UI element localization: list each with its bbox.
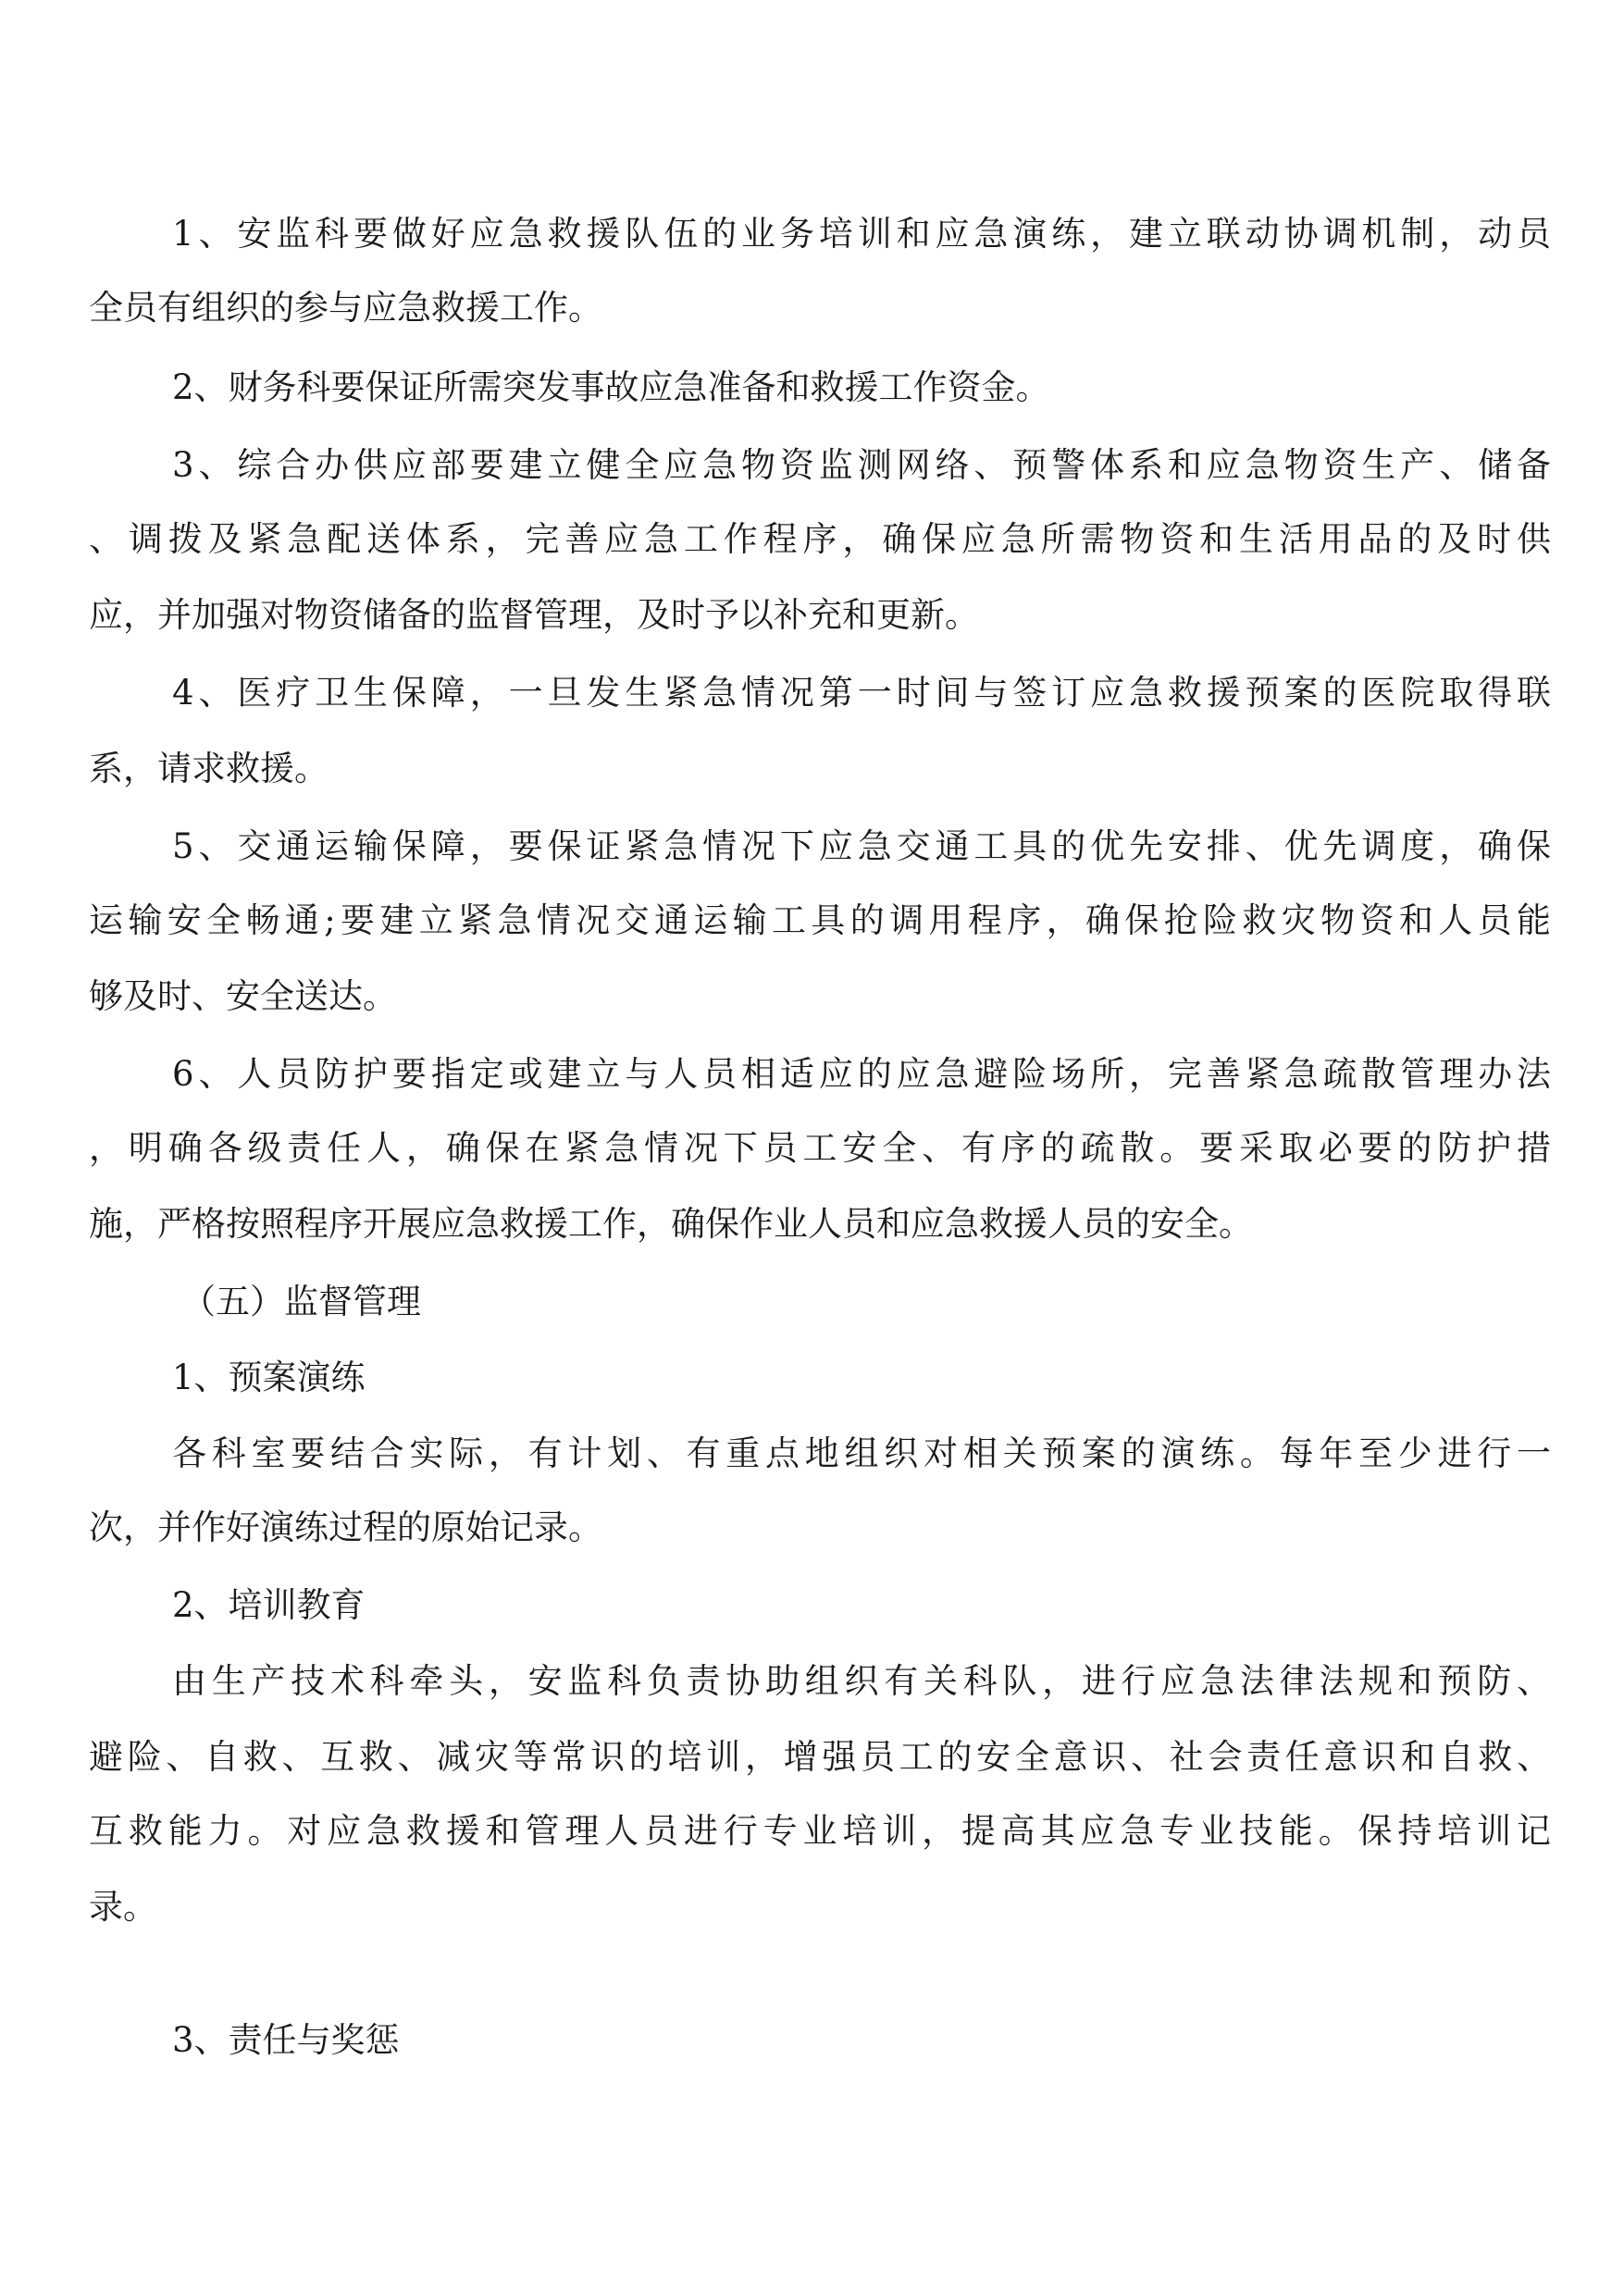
paragraph-line: 各科室要结合实际，有计划、有重点地组织对相关预案的演练。每年至少进行一 xyxy=(172,1433,1551,1473)
paragraph-line: 够及时、安全送达。 xyxy=(89,976,397,1016)
paragraph-line: 3、综合办供应部要建立健全应急物资监测网络、预警体系和应急物资生产、储备 xyxy=(172,445,1551,485)
paragraph-line: 录。 xyxy=(89,1887,157,1927)
paragraph-line: 全员有组织的参与应急救援工作。 xyxy=(89,288,602,328)
paragraph-line: ，明确各级责任人，确保在紧急情况下员工安全、有序的疏散。要采取必要的防护措 xyxy=(89,1128,1551,1168)
paragraph-line: 次，并作好演练过程的原始记录。 xyxy=(89,1507,602,1547)
subsection-heading: 2、培训教育 xyxy=(172,1585,366,1625)
paragraph-line: 4、医疗卫生保障，一旦发生紧急情况第一时间与签订应急救援预案的医院取得联 xyxy=(172,673,1551,713)
paragraph-line: 1、安监科要做好应急救援队伍的业务培训和应急演练，建立联动协调机制，动员 xyxy=(172,214,1551,254)
section-heading: （五）监督管理 xyxy=(181,1282,421,1321)
paragraph-line: 系，请求救援。 xyxy=(89,749,329,788)
subsection-heading: 3、责任与奖惩 xyxy=(172,2020,400,2060)
paragraph-line: 避险、自救、互救、减灾等常识的培训，增强员工的安全意识、社会责任意识和自救、 xyxy=(89,1737,1551,1777)
subsection-heading: 1、预案演练 xyxy=(172,1358,366,1397)
paragraph-line: 5、交通运输保障，要保证紧急情况下应急交通工具的优先安排、优先调度，确保 xyxy=(172,826,1551,866)
paragraph-line: 互救能力。对应急救援和管理人员进行专业培训，提高其应急专业技能。保持培训记 xyxy=(89,1811,1551,1851)
paragraph-line: 应，并加强对物资储备的监督管理，及时予以补充和更新。 xyxy=(89,595,979,635)
paragraph-line: 、调拨及紧急配送体系，完善应急工作程序，确保应急所需物资和生活用品的及时供 xyxy=(89,519,1551,559)
paragraph-line: 由生产技术科牵头，安监科负责协助组织有关科队，进行应急法律法规和预防、 xyxy=(172,1661,1551,1701)
paragraph-line: 施，严格按照程序开展应急救援工作，确保作业人员和应急救援人员的安全。 xyxy=(89,1204,1253,1244)
paragraph-line: 2、财务科要保证所需突发事故应急准备和救援工作资金。 xyxy=(172,367,1050,407)
paragraph-line: 运输安全畅通;要建立紧急情况交通运输工具的调用程序，确保抢险救灾物资和人员能 xyxy=(89,900,1551,940)
paragraph-line: 6、人员防护要指定或建立与人员相适应的应急避险场所，完善紧急疏散管理办法 xyxy=(172,1054,1551,1094)
